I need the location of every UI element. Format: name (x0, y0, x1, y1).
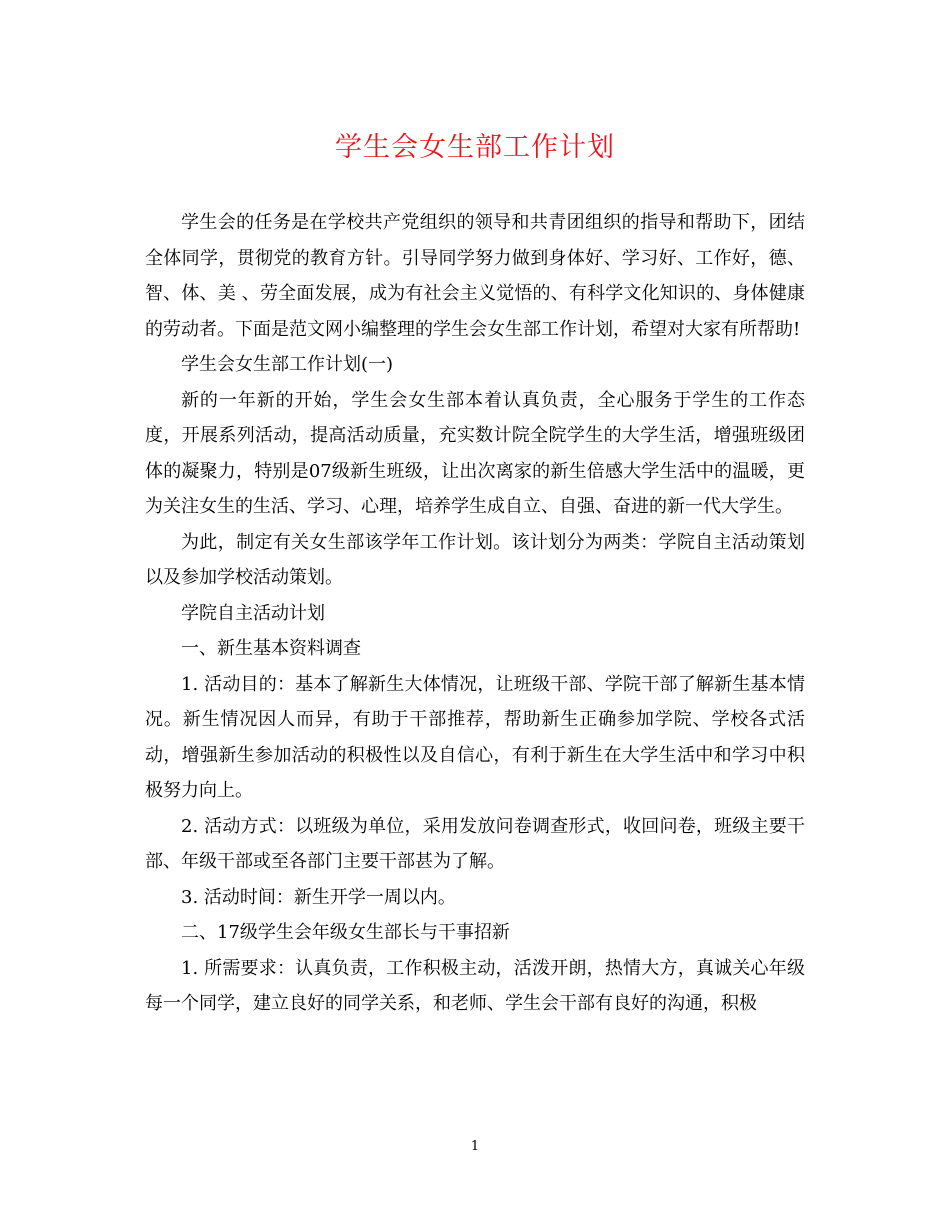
document-body (145, 205, 805, 1022)
paragraph-plan-categories: 为此，制定有关女生部该学年工作计划。该计划分为两类：学院自主活动策划以及参加学校活动策划。 (145, 531, 805, 588)
paragraph-survey-method: 2. 活动方式：以班级为单位，采用发放问卷调查形式，收回问卷，班级主要干部、年级干部或至各部门主要干部甚为了解。 (145, 815, 805, 872)
section-heading-survey: 一、新生基本资料调查 (181, 638, 361, 659)
section-heading-recruitment: 二、17级学生会年级女生部长与干事招新 (181, 922, 510, 943)
paragraph-recruitment-requirements: 1. 所需要求：认真负责，工作积极主动，活泼开朗，热情大方，真诚关心年级每一个同学，建立良好的同学关系，和老师、学生会干部有良好的沟通，积极 (145, 957, 805, 1014)
paragraph-intro: 学生会的任务是在学校共产党组织的领导和共青团组织的指导和帮助下，团结全体同学，贯彻党的教育方针。引导同学努力做到身体好、学习好、工作好，德、智、体、美 、劳全面发展，成为有社会主义觉悟的、有科学文化知识的、身体健康的劳动者。下面是范文网小编整理的学生会女生部工作计划，希望对大家有所帮助! (145, 212, 805, 340)
paragraph-survey-time: 3. 活动时间：新生开学一周以内。 (181, 886, 456, 908)
section-heading-plan-one: 学生会女生部工作计划(一) (181, 354, 394, 375)
page-number: 1 (470, 1139, 480, 1154)
document-title: 学生会女生部工作计划 (335, 132, 615, 163)
paragraph-new-year: 新的一年新的开始，学生会女生部本着认真负责，全心服务于学生的工作态度，开展系列活动，提高活动质量，充实数计院全院学生的大学生活，增强班级团体的凝聚力，特别是07级新生班级，让出次离家的新生倍感大学生活中的温暖，更为关注女生的生活、学习、心理，培养学生成自立、自强、奋进的新一代大学生。 (145, 389, 805, 517)
paragraph-survey-purpose: 1. 活动目的：基本了解新生大体情况，让班级干部、学院干部了解新生基本情况。新生情况因人而异，有助于干部推荐，帮助新生正确参加学院、学校各式活动，增强新生参加活动的积极性以及自信心，有利于新生在大学生活中和学习中积极努力向上。 (145, 673, 805, 801)
section-heading-college-activities: 学院自主活动计划 (181, 602, 325, 624)
